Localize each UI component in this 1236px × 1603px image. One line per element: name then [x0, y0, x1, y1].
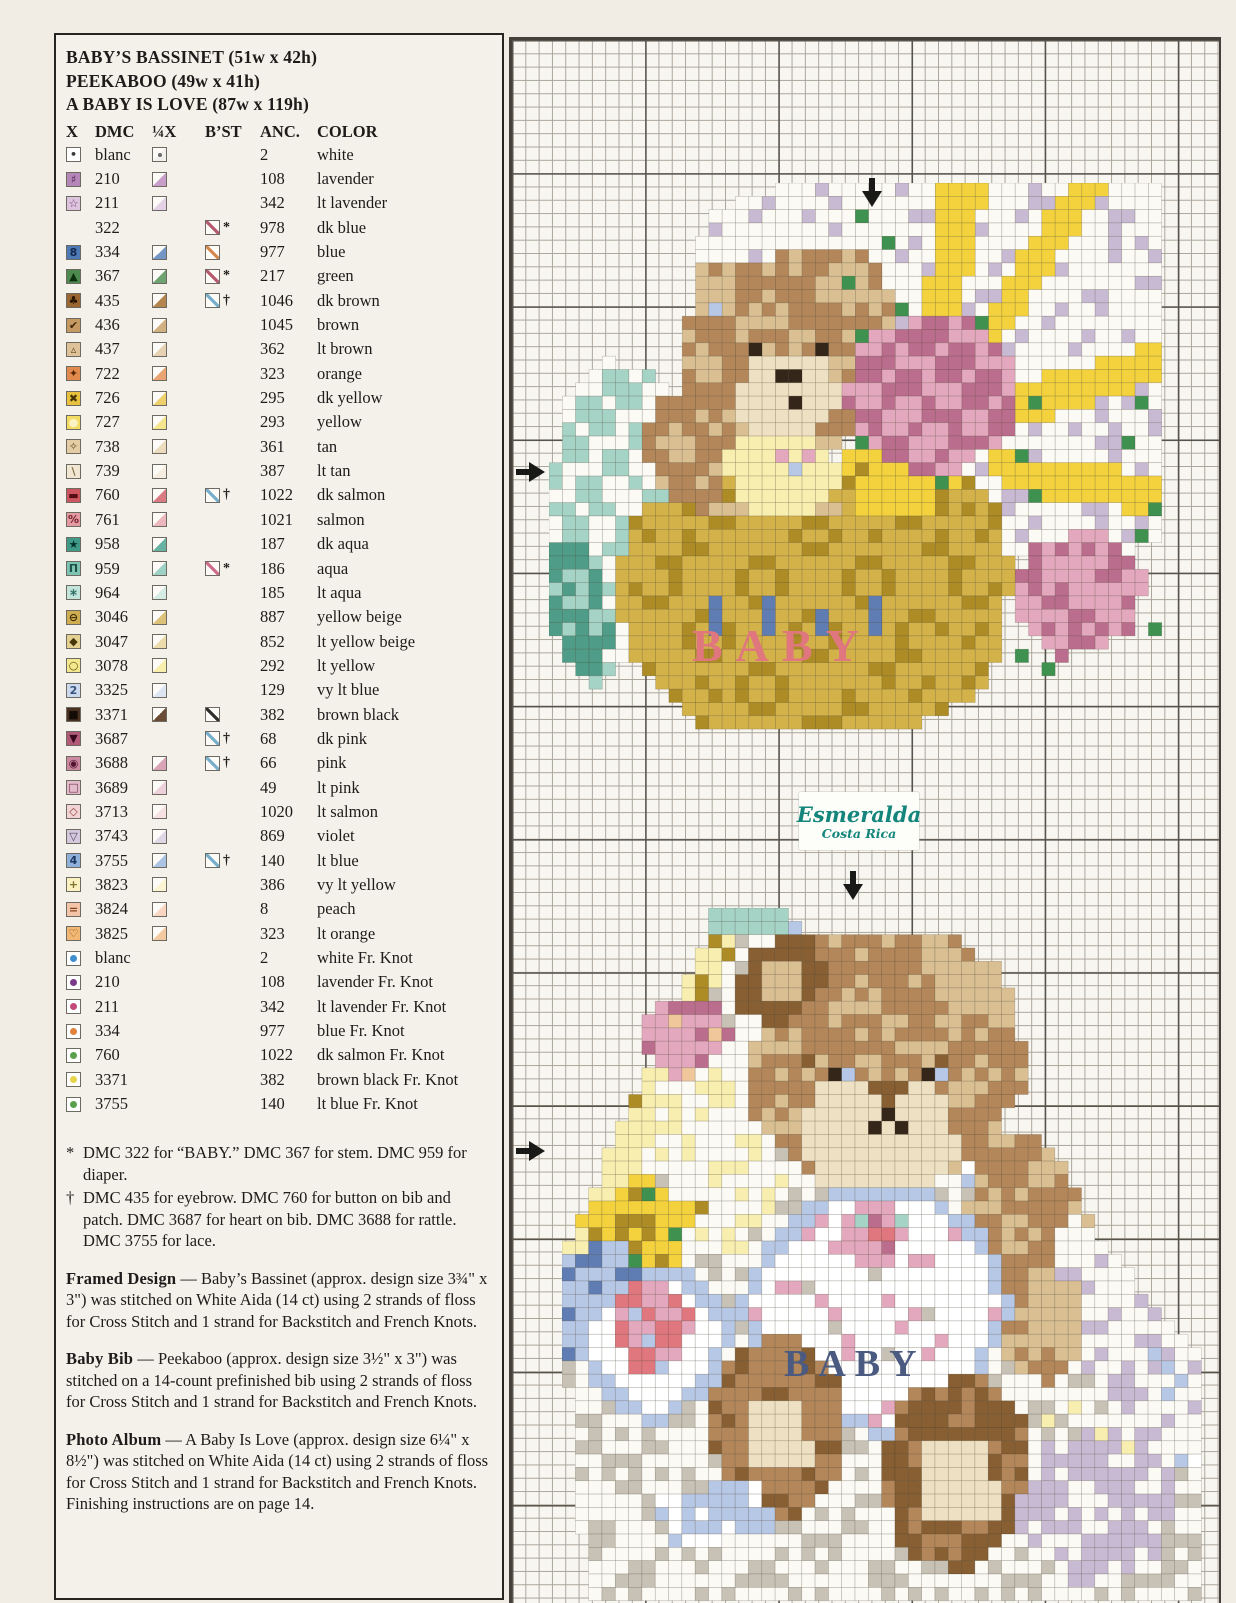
x-stitch-swatch: ✧ [66, 439, 81, 454]
key-row-3755 [66, 1092, 502, 1116]
backstitch-swatch [205, 488, 220, 503]
dmc-number: 3078 [95, 655, 128, 675]
dmc-number: 3325 [95, 680, 128, 700]
watermark-name: Esmeralda [796, 801, 922, 827]
dmc-number: 3688 [95, 753, 128, 773]
backstitch-marker: † [223, 852, 230, 868]
x-stitch-swatch: ♯ [66, 172, 81, 187]
backstitch-marker: * [223, 560, 230, 576]
dmc-number: 726 [95, 388, 120, 408]
anchor-number: 108 [260, 972, 285, 992]
dmc-number: 964 [95, 582, 120, 602]
backstitch-marker: † [223, 487, 230, 503]
key-row-3325 [66, 678, 502, 702]
footnote-dagger-marker: † [66, 1188, 75, 1208]
color-name: dk brown [317, 290, 380, 310]
anchor-number: 66 [260, 753, 277, 773]
dmc-number: 3823 [95, 874, 128, 894]
footnote-star [66, 1142, 494, 1185]
quarter-stitch-swatch [152, 902, 167, 917]
color-name: yellow beige [317, 607, 402, 627]
color-name: vy lt yellow [317, 874, 396, 894]
x-stitch-swatch: ▬ [66, 488, 81, 503]
color-name: dk blue [317, 217, 367, 237]
key-row-322 [66, 216, 502, 240]
color-name: lt lavender Fr. Knot [317, 996, 447, 1016]
key-row-722 [66, 362, 502, 386]
x-stitch-swatch: □ [66, 780, 81, 795]
key-row-3755 [66, 848, 502, 872]
chart-a-baby-is-love-label: BABY [784, 1343, 926, 1385]
dmc-number: 3046 [95, 607, 128, 627]
anchor-number: 68 [260, 728, 277, 748]
color-name: brown [317, 315, 360, 335]
x-stitch-swatch [66, 999, 81, 1014]
key-row-437 [66, 337, 502, 361]
color-name: dk yellow [317, 388, 383, 408]
anchor-number: 361 [260, 436, 285, 456]
quarter-stitch-swatch [152, 147, 167, 162]
backstitch-marker: * [223, 219, 230, 235]
anchor-number: 382 [260, 704, 285, 724]
anchor-number: 342 [260, 193, 285, 213]
x-stitch-swatch: 8 [66, 245, 81, 260]
x-stitch-swatch: ■ [66, 707, 81, 722]
anchor-number: 342 [260, 996, 285, 1016]
color-name: violet [317, 826, 355, 846]
quarter-stitch-swatch [152, 780, 167, 795]
key-row-210 [66, 970, 502, 994]
backstitch-swatch [205, 561, 220, 576]
quarter-stitch-swatch [152, 293, 167, 308]
quarter-stitch-swatch [152, 877, 167, 892]
dmc-number: 3825 [95, 923, 128, 943]
floss-key-table [56, 121, 502, 1117]
color-name: lt brown [317, 339, 373, 359]
key-row-blanc [66, 946, 502, 970]
x-stitch-swatch: ◇ [66, 804, 81, 819]
x-stitch-swatch: 2 [66, 683, 81, 698]
anchor-number: 108 [260, 169, 285, 189]
quarter-stitch-swatch [152, 391, 167, 406]
x-stitch-swatch: ♣ [66, 293, 81, 308]
color-name: pink [317, 753, 347, 773]
paragraph-framed-design-text: — Baby’s Bassinet (approx. design size 3¾" x 3") was stitched on White Aida (14 ct) using 2 strands of floss for Cross Stitch and 1 strand for Backstitch and French Knots. [66, 1268, 488, 1331]
color-name: lt yellow [317, 655, 376, 675]
pattern-title-1: BABY’S BASSINET (51w x 42h) [66, 47, 318, 67]
color-name: blue Fr. Knot [317, 1021, 405, 1041]
dmc-number: 3689 [95, 777, 128, 797]
color-name: blue [317, 242, 346, 262]
x-stitch-swatch: ★ [66, 537, 81, 552]
key-row-3713 [66, 800, 502, 824]
quarter-dot [158, 153, 162, 157]
anchor-number: 1046 [260, 290, 293, 310]
color-name: vy lt blue [317, 680, 380, 700]
anchor-number: 295 [260, 388, 285, 408]
dmc-number: 3371 [95, 704, 128, 724]
key-header-row [66, 121, 502, 143]
footnote-dagger [66, 1187, 494, 1252]
x-stitch-swatch: ∗ [66, 585, 81, 600]
key-row-435 [66, 289, 502, 313]
dmc-number: 334 [95, 242, 120, 262]
x-stitch-swatch: ☆ [66, 196, 81, 211]
key-row-964 [66, 581, 502, 605]
center-marker-arrow-right [516, 462, 546, 482]
color-name: salmon [317, 509, 365, 529]
backstitch-swatch [205, 853, 220, 868]
color-name: yellow [317, 412, 362, 432]
french-knot-dot [70, 955, 77, 962]
quarter-stitch-swatch [152, 172, 167, 187]
dmc-number: 3755 [95, 1094, 128, 1114]
key-row-3689 [66, 775, 502, 799]
key-row-959 [66, 556, 502, 580]
key-row-3823 [66, 873, 502, 897]
x-stitch-swatch [66, 1048, 81, 1063]
quarter-stitch-swatch [152, 634, 167, 649]
color-name: lavender [317, 169, 374, 189]
key-header-x: X [66, 121, 78, 141]
key-row-3743 [66, 824, 502, 848]
anchor-number: 977 [260, 242, 285, 262]
key-row-3371 [66, 1068, 502, 1092]
color-name: peach [317, 899, 356, 919]
quarter-stitch-swatch [152, 829, 167, 844]
quarter-stitch-swatch [152, 537, 167, 552]
x-stitch-swatch: % [67, 513, 80, 527]
pattern-title-2: PEEKABOO (49w x 41h) [66, 70, 261, 91]
dmc-number: 435 [95, 290, 120, 310]
x-stitch-swatch: ● [66, 415, 81, 430]
anchor-number: 129 [260, 680, 285, 700]
anchor-number: 8 [260, 899, 269, 919]
key-row-3078 [66, 654, 502, 678]
color-name: aqua [317, 558, 349, 578]
x-stitch-swatch: ▵ [66, 342, 81, 357]
color-name: dk salmon Fr. Knot [317, 1045, 445, 1065]
dmc-number: blanc [95, 144, 131, 164]
anchor-number: 387 [260, 461, 285, 481]
anchor-number: 977 [260, 1021, 285, 1041]
paragraph-photo-album [66, 1429, 494, 1515]
dmc-number: 211 [95, 996, 120, 1016]
x-stitch-swatch: = [66, 902, 81, 917]
x-stitch-swatch: + [66, 877, 81, 892]
quarter-stitch-swatch [152, 464, 167, 479]
quarter-stitch-swatch [152, 512, 167, 527]
key-header-dmc: DMC [95, 121, 135, 141]
footnote-dagger-text: DMC 435 for eyebrow. DMC 760 for button on bib and patch. DMC 3687 for heart on bib. DMC 3688 for rattle. DMC 3755 for lace. [83, 1188, 457, 1251]
anchor-number: 185 [260, 582, 285, 602]
x-stitch-swatch: ◆ [66, 634, 81, 649]
anchor-number: 1021 [260, 509, 293, 529]
x-stitch-swatch: ▲ [66, 269, 81, 284]
x-stitch-swatch: ○ [66, 658, 81, 673]
key-row-436 [66, 313, 502, 337]
color-name: tan [317, 436, 338, 456]
key-row-3687 [66, 727, 502, 751]
french-knot-dot [70, 1076, 77, 1083]
key-header-color: COLOR [317, 121, 378, 141]
backstitch-swatch [205, 731, 220, 746]
anchor-number: 2 [260, 144, 269, 164]
dmc-number: 436 [95, 315, 120, 335]
dmc-number: 761 [95, 509, 120, 529]
chart-babys-bassinet-label: BABY [692, 620, 872, 671]
anchor-number: 293 [260, 412, 285, 432]
anchor-number: 362 [260, 339, 285, 359]
dmc-number: 760 [95, 1045, 120, 1065]
key-row-334 [66, 1019, 502, 1043]
key-row-3046 [66, 605, 502, 629]
anchor-number: 140 [260, 1094, 285, 1114]
french-knot-dot [70, 1003, 77, 1010]
dmc-number: 739 [95, 461, 120, 481]
center-marker-arrow-right [516, 1141, 546, 1161]
color-key-panel [54, 33, 504, 1600]
color-name: brown black [317, 704, 400, 724]
paragraph-framed-design [66, 1268, 494, 1333]
anchor-number: 386 [260, 874, 285, 894]
color-name: lt yellow beige [317, 631, 416, 651]
color-name: lt blue Fr. Knot [317, 1094, 418, 1114]
paragraph-baby-bib [66, 1348, 494, 1413]
quarter-stitch-swatch [152, 439, 167, 454]
dmc-number: 367 [95, 266, 120, 286]
color-name: lt aqua [317, 582, 362, 602]
dmc-number: 738 [95, 436, 120, 456]
pattern-title-3: A BABY IS LOVE (87w x 119h) [66, 94, 309, 114]
quarter-stitch-swatch [152, 853, 167, 868]
color-name: white [317, 144, 354, 164]
pattern-titles [56, 35, 502, 119]
finishing-paragraphs [66, 1268, 494, 1515]
dmc-number: 334 [95, 1021, 120, 1041]
center-marker-arrow-down [862, 178, 882, 208]
dmc-number: 3687 [95, 728, 128, 748]
x-stitch-swatch [66, 1072, 81, 1087]
color-name: dk salmon [317, 485, 386, 505]
backstitch-swatch [205, 707, 220, 722]
key-header-anc: ANC. [260, 121, 300, 141]
dmc-number: 210 [95, 972, 120, 992]
quarter-stitch-swatch [152, 610, 167, 625]
french-knot-dot [70, 1052, 77, 1059]
anchor-number: 869 [260, 826, 285, 846]
x-stitch-swatch [66, 975, 81, 990]
key-row-210 [66, 167, 502, 191]
backstitch-swatch [205, 245, 220, 260]
dmc-number: 727 [95, 412, 120, 432]
dmc-number: 3047 [95, 631, 128, 651]
x-stitch-swatch: ⊖ [66, 610, 81, 625]
key-row-760 [66, 483, 502, 507]
center-marker-arrow-down [843, 871, 863, 901]
key-row-3371 [66, 702, 502, 726]
footnote-star-marker: * [66, 1143, 75, 1163]
dmc-number: 3371 [95, 1069, 128, 1089]
dmc-number: 322 [95, 217, 120, 237]
paragraph-baby-bib-lead: Baby Bib [66, 1349, 134, 1369]
key-row-211 [66, 995, 502, 1019]
dmc-number: 959 [95, 558, 120, 578]
x-stitch-swatch [66, 1097, 81, 1112]
anchor-number: 1045 [260, 315, 293, 335]
x-stitch-swatch: • [66, 147, 81, 162]
color-name: lt blue [317, 850, 359, 870]
x-stitch-swatch: ✔ [66, 318, 81, 333]
quarter-stitch-swatch [152, 269, 167, 284]
anchor-number: 1022 [260, 1045, 293, 1065]
key-row-760 [66, 1043, 502, 1067]
dmc-number: 3755 [95, 850, 128, 870]
anchor-number: 186 [260, 558, 285, 578]
quarter-stitch-swatch [152, 658, 167, 673]
x-stitch-swatch: ▼ [66, 731, 81, 746]
quarter-stitch-swatch [152, 366, 167, 381]
color-name: dk aqua [317, 534, 369, 554]
anchor-number: 382 [260, 1069, 285, 1089]
dmc-number: 722 [95, 363, 120, 383]
footnotes [66, 1142, 494, 1252]
anchor-number: 2 [260, 948, 269, 968]
backstitch-marker: * [223, 268, 230, 284]
x-stitch-swatch [66, 951, 81, 966]
key-header-quarter: ¼X [152, 121, 177, 141]
quarter-stitch-swatch [152, 683, 167, 698]
color-name: lt pink [317, 777, 360, 797]
backstitch-swatch [205, 220, 220, 235]
watermark-location: Costa Rica [821, 825, 897, 841]
quarter-stitch-swatch [152, 488, 167, 503]
color-name: green [317, 266, 354, 286]
key-rows [66, 143, 502, 1117]
dmc-number: 210 [95, 169, 120, 189]
paragraph-baby-bib-text: — Peekaboo (approx. design size 3½" x 3") was stitched on a 14-count prefinished bib using 2 strands of floss for Cross Stitch and 1 strand for Backstitch and French Knots. [66, 1349, 478, 1412]
key-row-367 [66, 264, 502, 288]
key-row-726 [66, 386, 502, 410]
dmc-number: 3713 [95, 801, 128, 821]
color-name: lt salmon [317, 801, 378, 821]
dmc-number: blanc [95, 948, 131, 968]
quarter-stitch-swatch [152, 415, 167, 430]
x-stitch-swatch: ✖ [66, 391, 81, 406]
quarter-stitch-swatch [152, 342, 167, 357]
quarter-stitch-swatch [152, 585, 167, 600]
backstitch-marker: † [223, 292, 230, 308]
color-name: lavender Fr. Knot [317, 972, 433, 992]
color-name: orange [317, 363, 362, 383]
key-row-blanc [66, 143, 502, 167]
key-row-3825 [66, 922, 502, 946]
chart-a-baby-is-love [562, 908, 1215, 1601]
anchor-number: 978 [260, 217, 285, 237]
x-stitch-swatch: ◉ [66, 756, 81, 771]
x-stitch-swatch: \ [66, 464, 81, 479]
paragraph-photo-album-lead: Photo Album [66, 1429, 162, 1449]
backstitch-marker: † [223, 730, 230, 746]
backstitch-marker: † [223, 755, 230, 771]
quarter-stitch-swatch [152, 707, 167, 722]
french-knot-dot [70, 1028, 77, 1035]
anchor-number: 187 [260, 534, 285, 554]
key-row-738 [66, 435, 502, 459]
french-knot-dot [70, 979, 77, 986]
key-row-334 [66, 240, 502, 264]
dmc-number: 437 [95, 339, 120, 359]
key-row-739 [66, 459, 502, 483]
anchor-number: 217 [260, 266, 285, 286]
x-stitch-swatch [66, 1024, 81, 1039]
quarter-stitch-swatch [152, 926, 167, 941]
anchor-number: 49 [260, 777, 277, 797]
key-row-727 [66, 410, 502, 434]
anchor-number: 852 [260, 631, 285, 651]
x-stitch-swatch: ▽ [66, 829, 81, 844]
backstitch-swatch [205, 756, 220, 771]
color-name: lt lavender [317, 193, 388, 213]
x-stitch-swatch: Π [66, 561, 81, 576]
footnote-star-text: DMC 322 for “BABY.” DMC 367 for stem. DMC 959 for diaper. [83, 1143, 467, 1184]
quarter-stitch-swatch [152, 561, 167, 576]
color-name: white Fr. Knot [317, 948, 413, 968]
key-header-bst: B’ST [205, 121, 242, 141]
x-stitch-swatch: ♡ [66, 926, 81, 941]
paragraph-framed-design-lead: Framed Design [66, 1268, 177, 1288]
quarter-stitch-swatch [152, 318, 167, 333]
anchor-number: 323 [260, 923, 285, 943]
watermark [796, 792, 922, 850]
backstitch-swatch [205, 293, 220, 308]
x-stitch-swatch: ✦ [66, 366, 81, 381]
anchor-number: 1022 [260, 485, 293, 505]
key-row-3824 [66, 897, 502, 921]
key-row-958 [66, 532, 502, 556]
key-row-761 [66, 508, 502, 532]
key-row-3688 [66, 751, 502, 775]
anchor-number: 887 [260, 607, 285, 627]
backstitch-swatch [205, 269, 220, 284]
quarter-stitch-swatch [152, 756, 167, 771]
chart-babys-bassinet [549, 183, 1162, 742]
dmc-number: 760 [95, 485, 120, 505]
anchor-number: 1020 [260, 801, 293, 821]
french-knot-dot [70, 1101, 77, 1108]
x-stitch-swatch: 4 [66, 853, 81, 868]
color-name: lt orange [317, 923, 376, 943]
quarter-stitch-swatch [152, 804, 167, 819]
color-name: dk pink [317, 728, 367, 748]
dmc-number: 3743 [95, 826, 128, 846]
anchor-number: 323 [260, 363, 285, 383]
color-name: brown black Fr. Knot [317, 1069, 459, 1089]
dmc-number: 211 [95, 193, 120, 213]
quarter-stitch-swatch [152, 245, 167, 260]
dmc-number: 3824 [95, 899, 128, 919]
paragraph-photo-album-text: — A Baby Is Love (approx. design size 6¼" x 8½") was stitched on White Aida (14 ct) using 2 strands of floss for Cross Stitch and 1 strand for Backstitch and French Knots. Finishing instructions are on page 14. [66, 1429, 489, 1514]
key-row-3047 [66, 629, 502, 653]
anchor-number: 292 [260, 655, 285, 675]
quarter-stitch-swatch [152, 196, 167, 211]
anchor-number: 140 [260, 850, 285, 870]
dmc-number: 958 [95, 534, 120, 554]
color-name: lt tan [317, 461, 351, 481]
key-row-211 [66, 191, 502, 215]
